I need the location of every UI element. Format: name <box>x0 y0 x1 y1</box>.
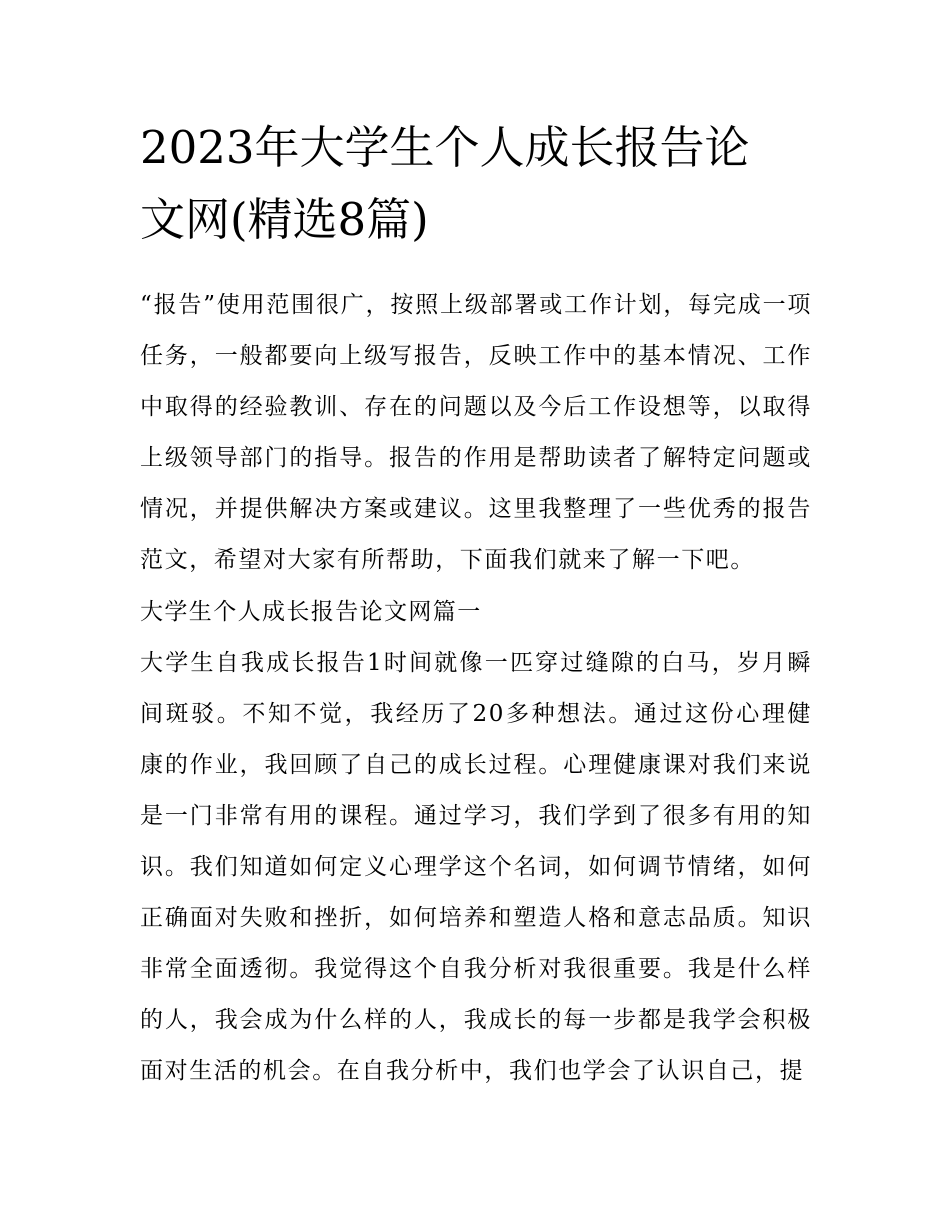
document-title <box>140 112 812 256</box>
document-title-line-2: 文网(精选8篇) <box>140 193 429 246</box>
section-heading: 大学生个人成长报告论文网篇一 <box>140 598 482 625</box>
intro-paragraph: “报告”使用范围很广，按照上级部署或工作计划，每完成一项任务，一般都要向上级写报告，反映工作中的基本情况、工作中取得的经验教训、存在的问题以及今后工作设想等，以取得上级领导部门的指导。报告的作用是帮助读者了解特定问题或情况，并提供解决方案或建议。这里我整理了一些优秀的报告范文，希望对大家有所帮助，下面我们就来了解一下吧。 <box>140 292 812 574</box>
document-page <box>140 112 812 1098</box>
body-paragraph: 大学生自我成长报告1时间就像一匹穿过缝隙的白马，岁月瞬间斑驳。不知不觉，我经历了20多种想法。通过这份心理健康的作业，我回顾了自己的成长过程。心理健康课对我们来说是一门非常有用的课程。通过学习，我们学到了很多有用的知识。我们知道如何定义心理学这个名词，如何调节情绪，如何正确面对失败和挫折，如何培养和塑造人格和意志品质。知识非常全面透彻。我觉得这个自我分析对我很重要。我是什么样的人，我会成为什么样的人，我成长的每一步都是我学会积极面对生活的机会。在自我分析中，我们也学会了认识自己，提 <box>140 649 812 1085</box>
document-title-line-1: 2023年大学生个人成长报告论 <box>140 121 750 174</box>
